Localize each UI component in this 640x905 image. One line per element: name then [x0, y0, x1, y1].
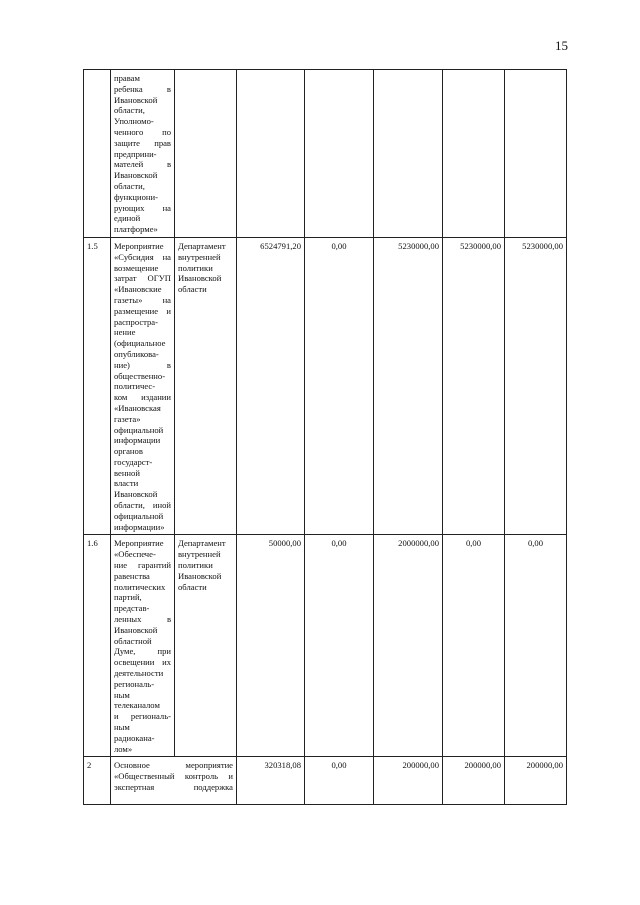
value-cell: 2000000,00 — [374, 535, 443, 757]
value-cell: 0,00 — [305, 535, 374, 757]
value-cell: 0,00 — [505, 535, 567, 757]
cell-line: политики — [178, 262, 213, 273]
event-name — [111, 237, 175, 535]
table-row — [84, 535, 567, 757]
row-number: 1.5 — [84, 237, 111, 535]
value-cell — [237, 70, 305, 238]
cell-line: области — [178, 581, 207, 592]
cell-line: защите прав — [114, 137, 171, 148]
row-number: 1.6 — [84, 535, 111, 757]
cell-line: Ивановской — [114, 170, 158, 181]
value-cell: 200000,00 — [443, 757, 505, 805]
value-cell — [374, 70, 443, 238]
cell-line: Ивановской — [114, 489, 158, 500]
value-cell: 0,00 — [305, 757, 374, 805]
value-cell: 200000,00 — [374, 757, 443, 805]
cell-line: политичес- — [114, 381, 156, 392]
value-cell: 5230000,00 — [443, 237, 505, 535]
cell-line: информации» — [114, 521, 165, 532]
cell-line: платформе» — [114, 224, 158, 235]
cell-line: официальной — [114, 424, 164, 435]
cell-line: Ивановской — [178, 570, 222, 581]
main-event-name — [111, 757, 237, 805]
cell-line: опубликова- — [114, 348, 159, 359]
cell-line: ченного по — [114, 126, 171, 137]
cell-line: правам — [114, 73, 140, 83]
cell-line: экспертная поддержка — [114, 782, 233, 792]
cell-line: ным — [114, 722, 130, 733]
value-cell: 320318,08 — [237, 757, 305, 805]
cell-line: предприни- — [114, 148, 157, 159]
cell-line: ние гарантий — [114, 560, 171, 571]
cell-line: возмещение — [114, 262, 159, 273]
value-cell: 0,00 — [443, 535, 505, 757]
value-cell — [443, 70, 505, 238]
row-number: 2 — [84, 757, 111, 805]
event-name — [111, 535, 175, 757]
cell-line: «Общественный контроль и — [114, 771, 233, 782]
cell-line: «Субсидия на — [114, 251, 171, 262]
cell-line: ребенка в — [114, 83, 171, 94]
cell-line: органов — [114, 446, 143, 457]
cell-line: Уполномо- — [114, 116, 154, 127]
cell-line: «Ивановские — [114, 284, 162, 295]
cell-line: Основное мероприятие — [114, 760, 233, 771]
cell-line: радиокана- — [114, 732, 155, 743]
table-row — [84, 757, 567, 805]
cell-line: государст- — [114, 456, 153, 467]
cell-line: ным — [114, 689, 130, 700]
cell-line: лом» — [114, 743, 133, 754]
cell-line: размещение и — [114, 305, 171, 316]
value-cell — [505, 70, 567, 238]
value-cell: 5230000,00 — [374, 237, 443, 535]
cell-line: «Обеспече- — [114, 549, 156, 560]
cell-line: Ивановской — [178, 273, 222, 284]
cell-line: области, — [114, 105, 145, 116]
cell-line: газета» — [114, 413, 141, 424]
event-name — [111, 70, 175, 238]
cell-line: информации — [114, 435, 161, 446]
table-row — [84, 237, 567, 535]
cell-line: политики — [178, 560, 213, 571]
cell-line: Думе, при — [114, 646, 171, 657]
cell-line: области — [178, 284, 207, 295]
cell-line: ние) в — [114, 359, 171, 370]
cell-line: власти — [114, 478, 139, 489]
cell-line: «Ивановская — [114, 402, 161, 413]
cell-line: Ивановской — [114, 94, 158, 105]
cell-line: области, иной — [114, 500, 171, 511]
cell-line: Департамент — [178, 538, 226, 549]
responsible-executor — [175, 535, 237, 757]
cell-line: единой — [114, 213, 141, 224]
cell-line: областной — [114, 635, 152, 646]
cell-line: Ивановской — [114, 624, 158, 635]
cell-line: венной — [114, 467, 140, 478]
page-number: 15 — [555, 38, 568, 53]
cell-line: освещении их — [114, 657, 171, 668]
row-number — [84, 70, 111, 238]
cell-line: газеты» на — [114, 294, 171, 305]
cell-line: официальной — [114, 510, 164, 521]
cell-line: и региональ- — [114, 711, 171, 722]
cell-line: функциони- — [114, 191, 158, 202]
budget-table — [83, 69, 567, 805]
value-cell: 6524791,20 — [237, 237, 305, 535]
value-cell: 0,00 — [305, 237, 374, 535]
cell-line: общественно- — [114, 370, 166, 381]
cell-line: телеканалом — [114, 700, 160, 711]
cell-line: Мероприятие — [114, 538, 164, 549]
cell-line: рующих на — [114, 202, 171, 213]
cell-line: ленных в — [114, 614, 171, 625]
cell-line: нение — [114, 327, 136, 338]
cell-line: внутренней — [178, 549, 221, 560]
cell-line: области, — [114, 180, 145, 191]
cell-line: мателей в — [114, 159, 171, 170]
responsible-executor — [175, 237, 237, 535]
cell-line: распростра- — [114, 316, 158, 327]
responsible-executor — [175, 70, 237, 238]
cell-line: равенства — [114, 570, 150, 581]
cell-line: (официальное — [114, 338, 166, 349]
value-cell — [305, 70, 374, 238]
value-cell: 50000,00 — [237, 535, 305, 757]
cell-line: ком издании — [114, 392, 171, 403]
cell-line: деятельности — [114, 668, 164, 679]
cell-line: Мероприятие — [114, 240, 164, 251]
cell-line: затрат ОГУП — [114, 273, 171, 284]
cell-line: представ- — [114, 603, 150, 614]
cell-line: внутренней — [178, 251, 221, 262]
cell-line: Департамент — [178, 240, 226, 251]
value-cell: 5230000,00 — [505, 237, 567, 535]
cell-line: политических — [114, 581, 166, 592]
value-cell: 200000,00 — [505, 757, 567, 805]
cell-line: партий, — [114, 592, 142, 603]
cell-line: региональ- — [114, 678, 155, 689]
table-row — [84, 70, 567, 238]
